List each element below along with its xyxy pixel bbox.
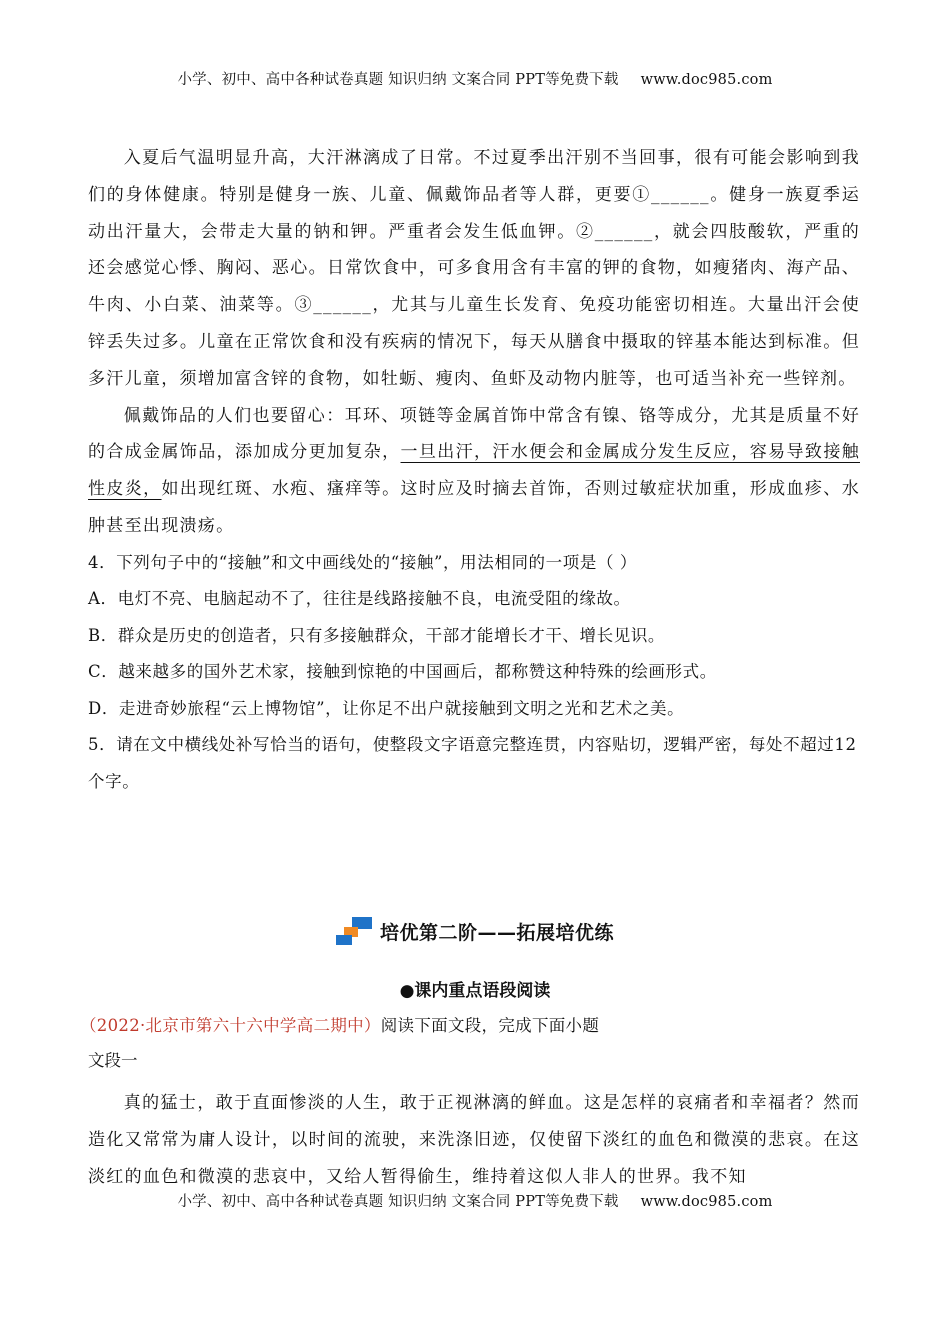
passage-paragraph-1: 入夏后气温明显升高，大汗淋漓成了日常。不过夏季出汗别不当回事，很有可能会影响到我们的身体健康。特别是健身一族、儿童、佩戴饰品者等人群，更要①______。健身一族夏季运动出汗量大，会带走大量的钠和钾。严重者会发生低血钾。②______，就会四肢酸软，严重的还会感觉心悸、胸闷、恶心。日常饮食中，可多食用含有丰富的钾的食物，如瘦猪肉、海产品、牛肉、小白菜、油菜等。③______，尤其与儿童生长发育、免疫功能密切相连。大量出汗会使锌丢失过多。儿童在正常饮食和没有疾病的情况下，每天从膳食中摄取的锌基本能达到标准。但多汗儿童，须增加富含锌的食物，如牡蛎、瘦肉、鱼虾及动物内脏等，也可适当补充一些锌剂。 xyxy=(88,148,860,389)
source-line xyxy=(80,1012,599,1036)
question-5-stem: 5．请在文中横线处补写恰当的语句，使整段文字语意完整连贯，内容贴切，逻辑严密，每处不超过12个字。 xyxy=(88,735,857,791)
question-4-option-b: B．群众是历史的创造者，只有多接触群众，干部才能增长才干、增长见识。 xyxy=(88,625,666,645)
passage-label: 文段一 xyxy=(88,1051,138,1070)
question-4-option-a: A．电灯不亮、电脑起动不了，往往是线路接触不良，电流受阻的缘故。 xyxy=(88,589,631,609)
underlined-sentence: 一旦出汗，汗水便会和金属成分发生反应，容易导致接触性皮炎， xyxy=(88,442,860,500)
header-url[interactable]: www.doc985.com xyxy=(640,72,773,88)
question-4-option-c: C．越来越多的国外艺术家，接触到惊艳的中国画后，都称赞这种特殊的绘画形式。 xyxy=(88,662,717,682)
passage-paragraph-2 xyxy=(88,398,860,545)
source-citation: （2022·北京市第六十六中学高二期中） xyxy=(80,1016,381,1035)
question-4-option-d: D．走进奇妙旅程“云上博物馆”，让你足不出户就接触到文明之光和艺术之美。 xyxy=(88,698,685,718)
section-title: 培优第二阶——拓展培优练 xyxy=(379,921,614,944)
footer-url[interactable]: www.doc985.com xyxy=(640,1194,773,1210)
page-header xyxy=(0,68,950,89)
section-heading xyxy=(0,915,950,947)
passage-p2-after: 如出现红斑、水疱、瘙痒等。这时应及时摘去首饰，否则过敏症状加重，形成血疹、水肿甚至出现溃疡。 xyxy=(88,479,860,536)
footer-text: 小学、初中、高中各种试卷真题 知识归纳 文案合同 PPT等免费下载 xyxy=(177,1194,619,1210)
header-text: 小学、初中、高中各种试卷真题 知识归纳 文案合同 PPT等免费下载 xyxy=(177,72,619,88)
passage-p2-before: 佩戴饰品的人们也要留心：耳环、项链等金属首饰中常含有镍、铬等成分，尤其是质量不好的合成金属饰品，添加成分更加复杂， xyxy=(88,405,860,463)
main-content xyxy=(88,140,860,800)
source-instruction: 阅读下面文段，完成下面小题 xyxy=(380,1016,600,1035)
question-4-stem: 4．下列句子中的“接触”和文中画线处的“接触”，用法相同的一项是（ ） xyxy=(88,552,637,572)
reading-passage-text: 真的猛士，敢于直面惨淡的人生，敢于正视淋漓的鲜血。这是怎样的哀痛者和幸福者？然而造化又常常为庸人设计，以时间的流驶，来洗涤旧迹，仅使留下淡红的血色和微漠的悲哀。在这淡红的血色和微漠的悲哀中，又给人暂得偷生，维持着这似人非人的世界。我不知 xyxy=(88,1093,860,1187)
stairs-logo-icon xyxy=(336,915,376,947)
reading-passage xyxy=(88,1085,860,1195)
section-subheading: ●课内重点语段阅读 xyxy=(399,981,551,1001)
page-footer xyxy=(0,1190,950,1211)
